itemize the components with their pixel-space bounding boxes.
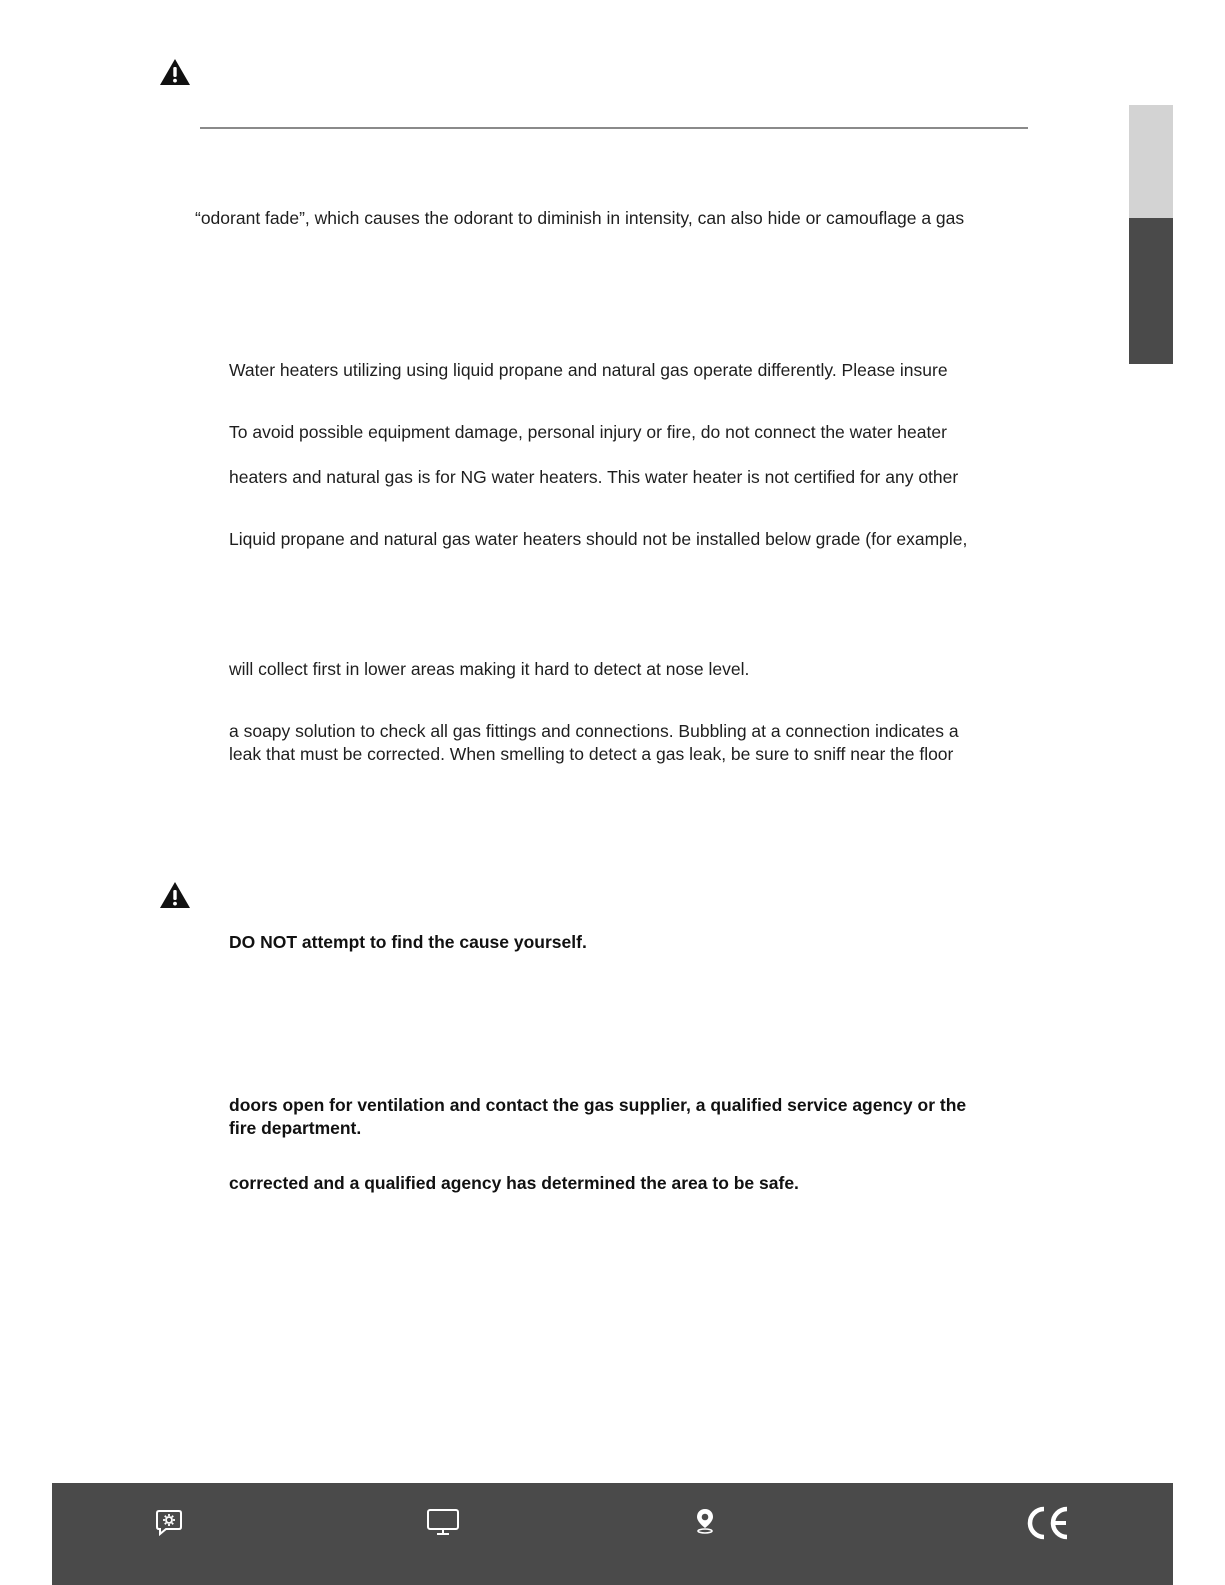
side-tab-light — [1129, 105, 1173, 218]
location-pin-icon — [694, 1507, 716, 1535]
text-line-collect: will collect first in lower areas making it hard to detect at nose level. — [229, 659, 750, 679]
settings-chat-icon — [155, 1508, 183, 1536]
text-line-odorant: “odorant fade”, which causes the odorant to diminish in intensity, can also hide or camouflage a gas — [195, 208, 965, 228]
text-line-leak: leak that must be corrected. When smelling to detect a gas leak, be sure to sniff near the floor — [229, 744, 954, 764]
warning-triangle-icon — [159, 881, 191, 909]
text-line-water-heaters: Water heaters utilizing using liquid propane and natural gas operate differently. Please insure — [229, 360, 948, 380]
text-corrected: corrected and a qualified agency has determined the area to be safe. — [229, 1173, 799, 1193]
monitor-icon — [426, 1508, 460, 1536]
footer-bar — [52, 1483, 1173, 1585]
header-divider — [200, 127, 1028, 129]
text-fire-department: fire department. — [229, 1118, 362, 1138]
text-line-heaters-ng: heaters and natural gas is for NG water heaters. This water heater is not certified for any other — [229, 467, 959, 487]
side-tab-dark — [1129, 218, 1173, 364]
text-doors-open: doors open for ventilation and contact the gas supplier, a qualified service agency or the — [229, 1095, 967, 1115]
text-line-below-grade: Liquid propane and natural gas water heaters should not be installed below grade (for example, — [229, 529, 968, 549]
warning-triangle-icon — [159, 58, 191, 86]
text-line-soapy: a soapy solution to check all gas fittings and connections. Bubbling at a connection indicates a — [229, 721, 959, 741]
text-line-avoid: To avoid possible equipment damage, personal injury or fire, do not connect the water heater — [229, 422, 947, 442]
ce-mark-icon — [1026, 1505, 1072, 1541]
text-do-not-attempt: DO NOT attempt to find the cause yourself. — [229, 932, 587, 952]
